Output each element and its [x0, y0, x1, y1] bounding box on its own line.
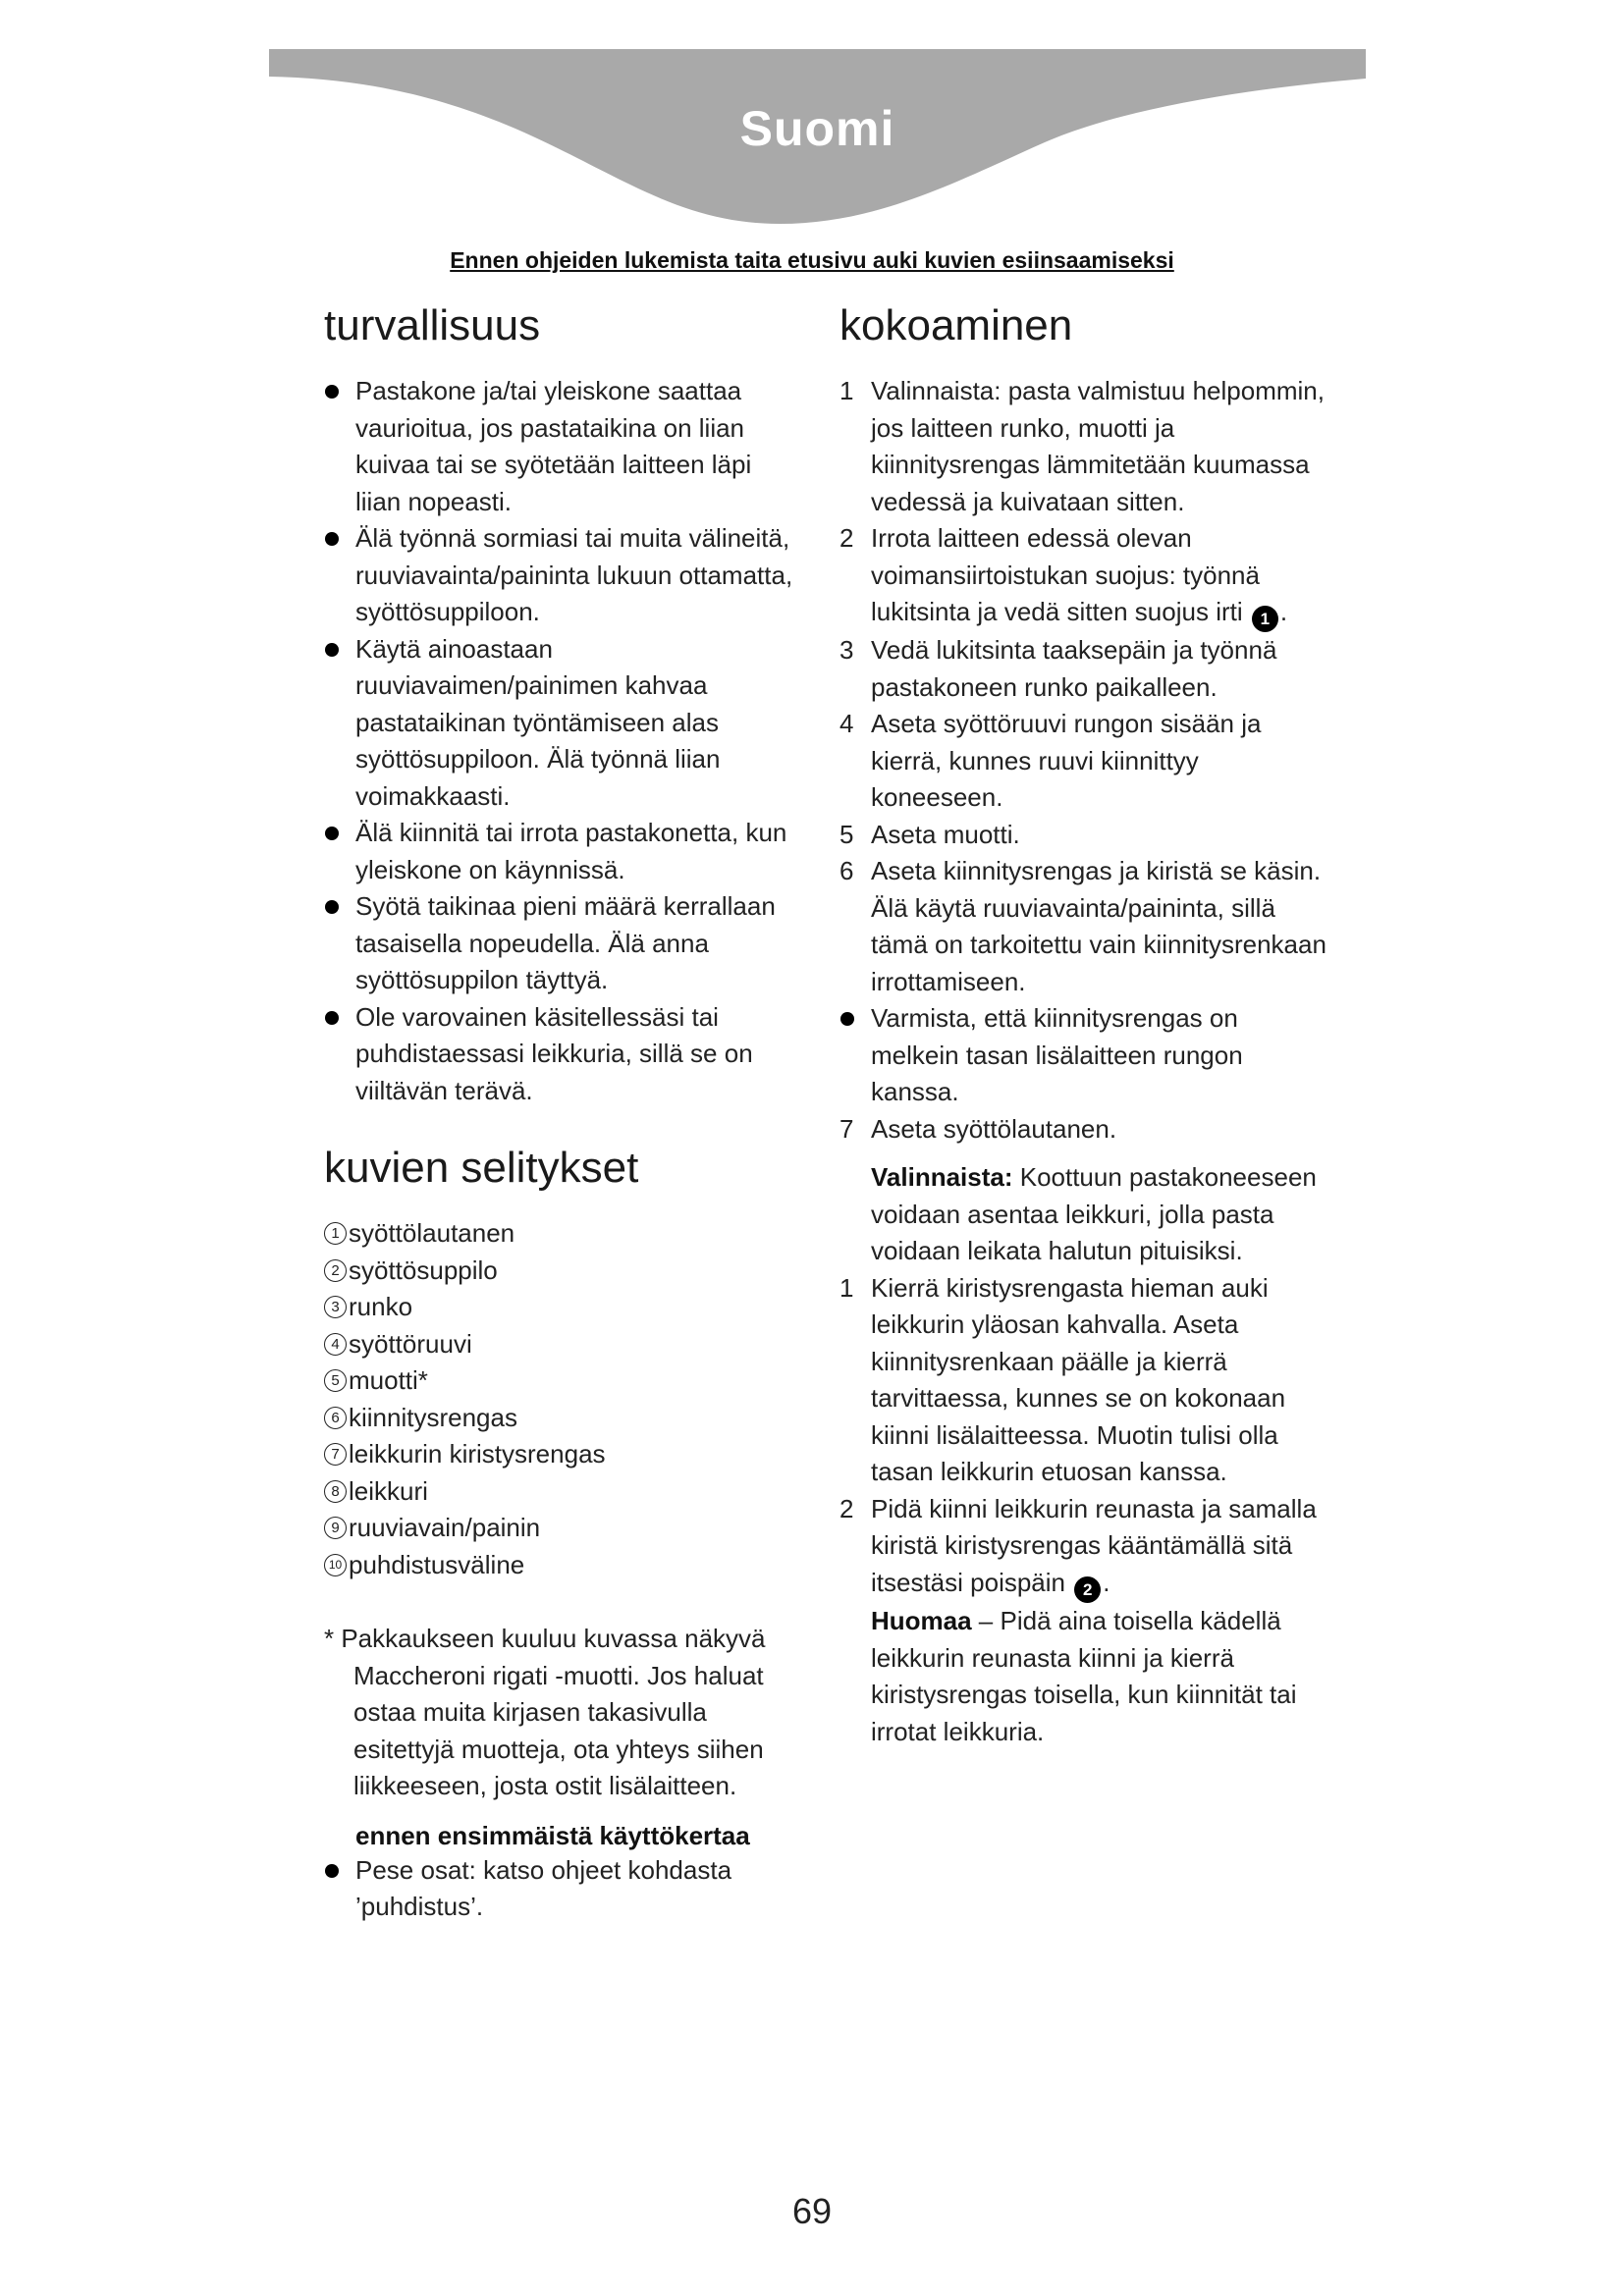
number-badge: 4 [324, 1333, 347, 1356]
step-text: Pidä kiinni leikkurin reunasta ja samalla kiristä kiristysrengas kääntämällä sitä itsestäsi poispäin [871, 1493, 1317, 1597]
legend-item [324, 1326, 795, 1363]
number-badge: 5 [324, 1369, 347, 1392]
safety-item: Älä työnnä sormiasi tai muita välineitä, ruuviavainta/paininta lukuun ottamatta, syöttösuppiloon. [324, 520, 795, 631]
step-text: Aseta syöttöruuvi rungon sisään ja kierrä, kunnes ruuvi kiinnittyy koneeseen. [871, 709, 1262, 813]
number-badge: 9 [324, 1517, 347, 1539]
note-label: Huomaa [871, 1606, 972, 1635]
legend-heading: kuvien selitykset [324, 1144, 639, 1192]
note-text: – Pidä aina toisella kädellä leikkurin reunasta kiinni ja kierrä kiristysrengas toisella, kun kiinnität tai irrotat leikkuria. [871, 1606, 1297, 1746]
number-badge: 2 [324, 1259, 347, 1282]
safety-item: Ole varovainen käsitellessäsi tai puhdistaessasi leikkuria, sillä se on viiltävän terävä. [324, 999, 795, 1110]
step-text: Aseta syöttölautanen. [871, 1113, 1117, 1144]
assembly-step [839, 853, 1330, 1000]
step-text: Irrota laitteen edessä olevan voimansiirtoistukan suojus: työnnä lukitsinta ja vedä sitten suojus irti [871, 523, 1260, 626]
step-number: 2 [839, 1493, 854, 1523]
page-number: 69 [791, 2191, 833, 2231]
assembly-step [839, 706, 1330, 817]
number-badge: 10 [324, 1554, 347, 1576]
step-text: Aseta muotti. [871, 819, 1020, 849]
number-badge: 6 [324, 1407, 347, 1429]
assembly-step [839, 817, 1330, 854]
legend-label: muotti* [349, 1365, 428, 1395]
number-badge: 1 [324, 1222, 347, 1245]
step-text: Aseta kiinnitysrengas ja kiristä se käsin. Älä käytä ruuviavainta/paininta, sillä tämä on tarkoitettu vain kiinnitysrenkaan irrottamiseen. [871, 856, 1326, 996]
step-text: Valinnaista: pasta valmistuu helpommin, jos laitteen runko, muotti ja kiinnitysrengas lämmitetään kuumassa vedessä ja kuivataan sitten. [871, 376, 1325, 516]
assembly-steps [839, 373, 1330, 1148]
step-number: 1 [839, 376, 854, 405]
note-paragraph [839, 1603, 1330, 1750]
legend-item [324, 1436, 795, 1473]
step-number: 1 [839, 1272, 854, 1303]
assembly-bullet: Varmista, että kiinnitysrengas on melkein tasan lisälaitteen rungon kanssa. [839, 1000, 1330, 1111]
figure-ref-badge: 1 [1252, 606, 1278, 632]
legend-label: syöttölautanen [349, 1218, 515, 1248]
number-badge: 3 [324, 1296, 347, 1318]
safety-list [324, 373, 795, 1109]
legend-item [324, 1289, 795, 1326]
legend-footnote: * Pakkaukseen kuuluu kuvassa näkyvä Maccheroni rigati -muotti. Jos haluat ostaa muita kirjasen takasivulla esitettyjä muotteja, ota yhteys siihen liikkeeseen, josta ostit lisälaitteen. [324, 1624, 766, 1800]
legend-label: runko [349, 1292, 413, 1321]
figure-ref-badge: 2 [1074, 1576, 1101, 1603]
legend-label: kiinnitysrengas [349, 1402, 517, 1432]
number-badge: 7 [324, 1443, 347, 1466]
assembly-step [839, 373, 1330, 520]
assembly-step [839, 1111, 1330, 1148]
step-number: 2 [839, 523, 854, 553]
legend-item [324, 1510, 795, 1547]
legend-item [324, 1547, 795, 1584]
assembly-step: 2 Irrota laitteen edessä olevan voimansiirtoistukan suojus: työnnä lukitsinta ja vedä sitten suojus irti 1 . [839, 520, 1330, 632]
intro-instruction: Ennen ohjeiden lukemista taita etusivu auki kuvien esiinsaamiseksi [450, 247, 1174, 273]
header-banner [269, 49, 1366, 226]
safety-heading: turvallisuus [324, 301, 541, 349]
cutter-step [839, 1270, 1330, 1491]
assembly-step [839, 632, 1330, 706]
safety-item: Pastakone ja/tai yleiskone saattaa vaurioitua, jos pastataikina on liian kuivaa tai se syötetään laitteen läpi liian nopeasti. [324, 373, 795, 520]
step-text: Kierrä kiristysrengasta hieman auki leikkurin yläosan kahvalla. Aseta kiinnitysrenkaan päälle ja kierrä tarvittaessa, kunnes se on kokonaan kiinni lisälaitteessa. Muotin tulisi olla tasan leikkurin etuosan kanssa. [871, 1272, 1286, 1487]
legend-label: syöttöruuvi [349, 1328, 472, 1359]
legend-label: puhdistusväline [349, 1549, 525, 1579]
cutter-step: 2 Pidä kiinni leikkurin reunasta ja samalla kiristä kiristysrengas kääntämällä sitä itsestäsi poispäin 2 . [839, 1491, 1330, 1603]
legend-list [324, 1215, 795, 1583]
step-text: Vedä lukitsinta taaksepäin ja työnnä pastakoneen runko paikalleen. [871, 635, 1277, 702]
legend-label: ruuviavain/painin [349, 1513, 541, 1542]
legend-label: leikkuri [349, 1475, 428, 1506]
page-title: Suomi [739, 101, 895, 156]
legend-item [324, 1362, 795, 1400]
right-column [839, 296, 1330, 1750]
optional-text: Koottuun pastakoneeseen voidaan asentaa leikkuri, jolla pasta voidaan leikata halutun pituisiksi. [871, 1162, 1317, 1266]
step-number: 7 [839, 1113, 854, 1144]
step-number: 4 [839, 709, 854, 739]
first-use-item: Pese osat: katso ohjeet kohdasta ’puhdistus’. [324, 1852, 795, 1926]
cutter-steps [839, 1270, 1330, 1603]
first-use-list [324, 1852, 795, 1926]
safety-item: Syötä taikinaa pieni määrä kerrallaan tasaisella nopeudella. Älä anna syöttösuppilon täyttyä. [324, 888, 795, 999]
legend-label: leikkurin kiristysrengas [349, 1439, 606, 1468]
optional-paragraph [839, 1159, 1330, 1270]
legend-item [324, 1473, 795, 1511]
step-number: 3 [839, 635, 854, 666]
safety-item: Älä kiinnitä tai irrota pastakonetta, kun yleiskone on käynnissä. [324, 815, 795, 888]
optional-label: Valinnaista: [871, 1162, 1013, 1193]
step-number: 5 [839, 819, 854, 849]
step-number: 6 [839, 856, 854, 886]
safety-item: Käytä ainoastaan ruuviavaimen/painimen kahvaa pastataikinan työntämiseen alas syöttösuppiloon. Älä työnnä liian voimakkaasti. [324, 631, 795, 816]
number-badge: 8 [324, 1480, 347, 1503]
legend-item [324, 1253, 795, 1290]
legend-item [324, 1215, 795, 1253]
legend-item [324, 1400, 795, 1437]
first-use-heading: ennen ensimmäistä käyttökertaa [355, 1820, 750, 1850]
assembly-heading: kokoaminen [839, 301, 1073, 349]
legend-label: syöttösuppilo [349, 1255, 498, 1285]
left-column [324, 296, 795, 1926]
